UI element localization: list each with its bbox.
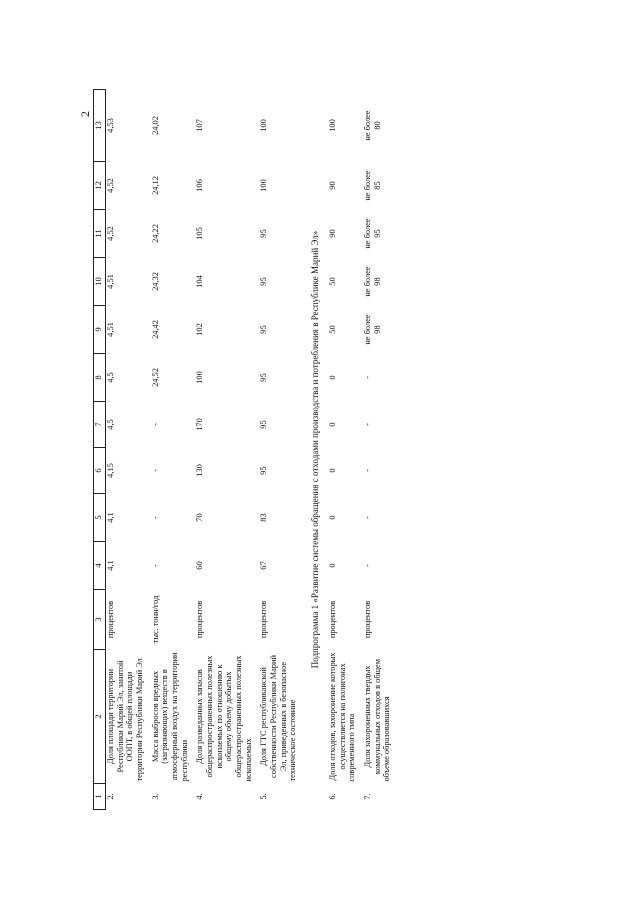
row-number: 3. [150,793,160,800]
indicator-value: - [363,469,373,472]
indicator-value: 0 [328,563,338,568]
indicator-value: - [150,564,160,567]
indicator-value: 60 [195,561,205,570]
row-number: 7. [363,793,373,800]
column-header: 2 [94,650,106,784]
subprogram-title: Подпрограмма 1 «Развитие системы обращения с отходами производства и потребления в Республике Марий Эл» [309,230,320,669]
indicator-value: 0 [328,375,338,380]
indicator-value: 24,32 [150,272,160,291]
indicator-value: 4,5 [106,372,115,383]
column-header: 8 [94,354,106,402]
indicator-value: 4,15 [106,463,115,478]
column-header: 13 [94,90,106,162]
indicator-value: - [363,423,373,426]
indicator-value: 70 [195,513,205,522]
indicator-value: 95 [259,420,269,429]
indicators-table [93,89,398,810]
indicator-name: Доля площади территории Республики Марий Эл, занятой ООПТ, в общей площади территории Республики Марий Эл [106,658,144,782]
column-header: 6 [94,448,106,494]
page-number: 2 [78,111,92,117]
column-header: 11 [94,210,106,258]
indicator-unit: процентов [195,600,205,639]
table-row [259,90,304,810]
indicator-value: 106 [195,179,205,192]
indicator-value: 67 [259,561,269,570]
column-header: 4 [94,542,106,590]
table-row [106,90,151,810]
table-row [328,90,363,810]
indicator-value: 4,52 [106,226,115,241]
indicator-value: 4,53 [106,118,115,133]
indicator-value: 24,02 [150,116,160,135]
column-header: 12 [94,162,106,210]
indicator-value: 4,51 [106,274,115,289]
indicator-value: 90 [328,181,338,190]
indicator-value: 130 [195,464,205,477]
indicator-value: 105 [195,227,205,240]
indicator-name: Масса выбросов вредных (загрязняющих) веществ в атмосферный воздух на территории республики [150,652,189,782]
indicator-name: Доля ГТС республиканской собственности Республики Марий Эл, приведенных в безопасное техническое состояние [259,655,298,782]
column-number-header [94,90,106,810]
indicator-value: 104 [195,275,205,288]
indicator-value: не более 95 [363,218,382,249]
indicator-name: Доля отходов, захоронение которых осуществляется на полигонах современного типа [328,652,357,782]
indicator-value: 4,1 [106,512,115,523]
indicator-value: не более 85 [363,170,382,201]
indicator-value: не более 98 [363,314,382,345]
indicator-value: 100 [328,119,338,132]
indicator-unit: процентов [259,600,269,639]
indicator-value: не более 98 [363,266,382,297]
indicator-value: - [363,564,373,567]
indicator-value: 4,5 [106,419,115,430]
indicator-unit: тыс. тонн/год [150,595,160,644]
indicator-name: Доля захороненных твердых коммунальных отходов в общем объеме образовавшихся [363,658,392,782]
indicator-value: 0 [328,468,338,473]
table-row [151,90,196,810]
indicator-value: 90 [328,229,338,238]
indicator-value: 107 [195,119,205,132]
indicator-value: 100 [259,119,269,132]
row-number: 5. [259,793,269,800]
indicator-value: - [150,423,160,426]
indicator-value: - [363,376,373,379]
indicator-value: 4,1 [106,560,115,571]
table-row [363,90,398,810]
indicator-name: Доля разведанных запасов общераспространенных полезных ископаемых по отношению к общему объему добытых общераспространенных полезных ископаемых [195,655,253,782]
column-header: 10 [94,258,106,306]
indicator-value: - [150,469,160,472]
indicator-value: 83 [259,513,269,522]
indicator-value: 0 [328,422,338,427]
indicator-value: 24,22 [150,224,160,243]
indicator-value: 4,52 [106,178,115,193]
indicator-value: не более 80 [363,110,382,141]
indicator-value: 50 [328,325,338,334]
indicator-value: 95 [259,466,269,475]
indicator-value: 95 [259,325,269,334]
indicator-value: 102 [195,323,205,336]
indicator-unit: процентов [363,600,373,639]
table-row [195,90,259,810]
column-header: 7 [94,402,106,448]
indicator-value: 170 [195,418,205,431]
indicator-value: 100 [195,371,205,384]
column-header: 9 [94,306,106,354]
indicator-value: 4,51 [106,322,115,337]
indicator-value: 24,52 [150,368,160,387]
subprogram-row [304,90,328,810]
indicator-value: - [363,516,373,519]
indicator-value: 100 [259,179,269,192]
row-number: 2. [106,793,115,800]
indicator-value: 24,12 [150,176,160,195]
row-number: 6. [328,793,338,800]
indicator-value: 0 [328,515,338,520]
indicator-value: 95 [259,277,269,286]
indicator-value: - [150,516,160,519]
indicator-value: 50 [328,277,338,286]
column-header: 5 [94,494,106,542]
indicator-value: 24,42 [150,320,160,339]
indicator-unit: процентов [328,600,338,639]
indicator-value: 95 [259,373,269,382]
indicator-value: 95 [259,229,269,238]
indicator-unit: процентов [106,600,115,639]
column-header: 1 [94,784,106,810]
column-header: 3 [94,590,106,650]
row-number: 4. [195,793,205,800]
